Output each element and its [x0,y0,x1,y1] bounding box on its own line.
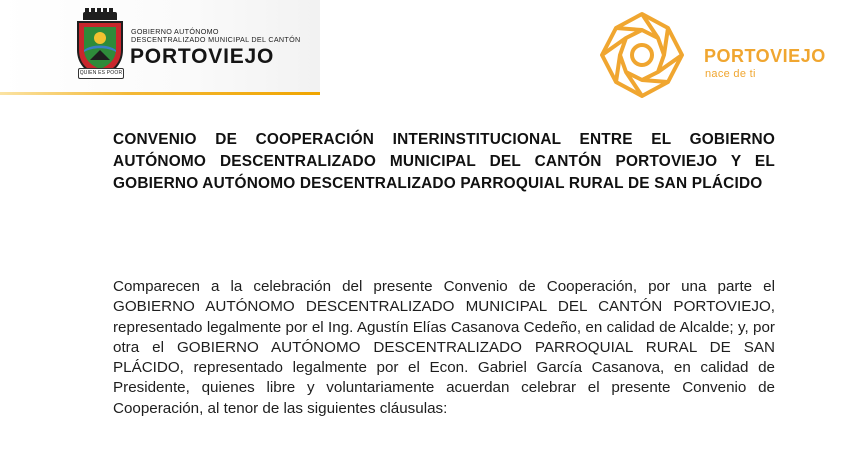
org-subtitle-line-1: GOBIERNO AUTÓNOMO [131,27,219,36]
brand-knot-icon [592,10,692,100]
org-subtitle [131,28,300,44]
letterhead-accent-line [0,92,320,95]
document-title: CONVENIO DE COOPERACIÓN INTERINSTITUCIONAL ENTRE EL GOBIERNO AUTÓNOMO DESCENTRALIZADO MUNICIPAL DEL CANTÓN PORTOVIEJO Y EL GOBIERNO AUTÓNOMO DESCENTRALIZADO PARROQUIAL RURAL DE SAN PLÁCIDO [113,131,775,192]
org-subtitle-line-2: DESCENTRALIZADO MUNICIPAL DEL CANTÓN [131,35,301,45]
letterhead [0,0,861,100]
brand-tagline: nace de ti [705,68,756,80]
brand-name: PORTOVIEJO [704,46,826,66]
document-paragraph: Comparecen a la celebración del presente Convenio de Cooperación, por una parte el GOBIERNO AUTÓNOMO DESCENTRALIZADO MUNICIPAL DEL CANTÓN PORTOVIEJO, representado legalmente por el Ing. Agustín Elías Casanova Cedeño, en calidad de Alcalde; y, por otra el GOBIERNO AUTÓNOMO DESCENTRALIZADO PARROQUIAL RURAL DE SAN PLÁCIDO, representado legalmente por el Econ. Gabriel García Casanova, en calidad de Presidente, quienes libre y voluntariamente acuerdan celebrar el presente Convenio de Cooperación, al tenor de las siguientes cláusulas: [113,278,775,417]
shield-banner: QUIEN ES POOR [78,68,124,79]
org-name: PORTOVIEJO [130,45,275,68]
shield-crown [83,12,117,20]
